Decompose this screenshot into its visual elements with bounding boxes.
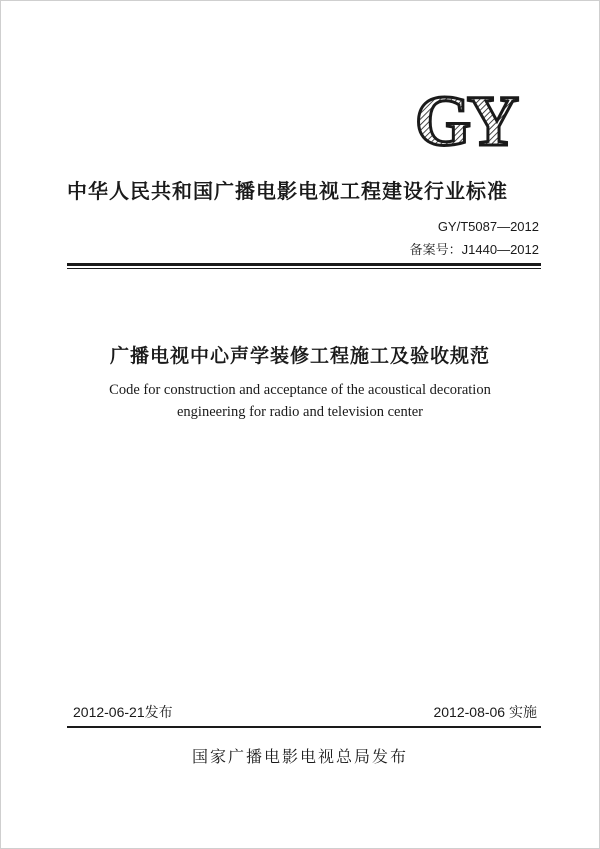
gy-logo-text: GY <box>415 87 515 151</box>
gy-logo <box>401 87 529 151</box>
header-divider-thick <box>67 263 541 266</box>
title-english-line-1: Code for construction and acceptance of the acoustical decoration <box>109 382 491 398</box>
standard-category: 中华人民共和国广播电影电视工程建设行业标准 <box>67 179 508 203</box>
issue-date-value: 2012-06-21 <box>73 704 145 720</box>
gy-logo-graphic <box>401 87 529 151</box>
implementation-date <box>433 702 537 722</box>
implementation-date-label: 实施 <box>509 704 537 720</box>
header-divider-thin <box>67 268 541 269</box>
title-english-line-2: engineering for radio and television center <box>177 404 423 420</box>
issue-date <box>73 702 173 722</box>
title-chinese: 广播电视中心声学装修工程施工及验收规范 <box>109 345 490 367</box>
standard-number: GY/T5087—2012 <box>437 219 539 234</box>
record-number: J1440—2012 <box>461 242 539 257</box>
footer-divider <box>67 726 541 728</box>
record-number-line <box>410 239 539 258</box>
record-label: 备案号： <box>409 242 462 257</box>
publisher: 国家广播电影电视总局发布 <box>191 747 408 766</box>
title-english <box>1 379 599 423</box>
issue-date-label: 发布 <box>144 704 173 720</box>
implementation-date-value: 2012-08-06 <box>433 704 506 720</box>
